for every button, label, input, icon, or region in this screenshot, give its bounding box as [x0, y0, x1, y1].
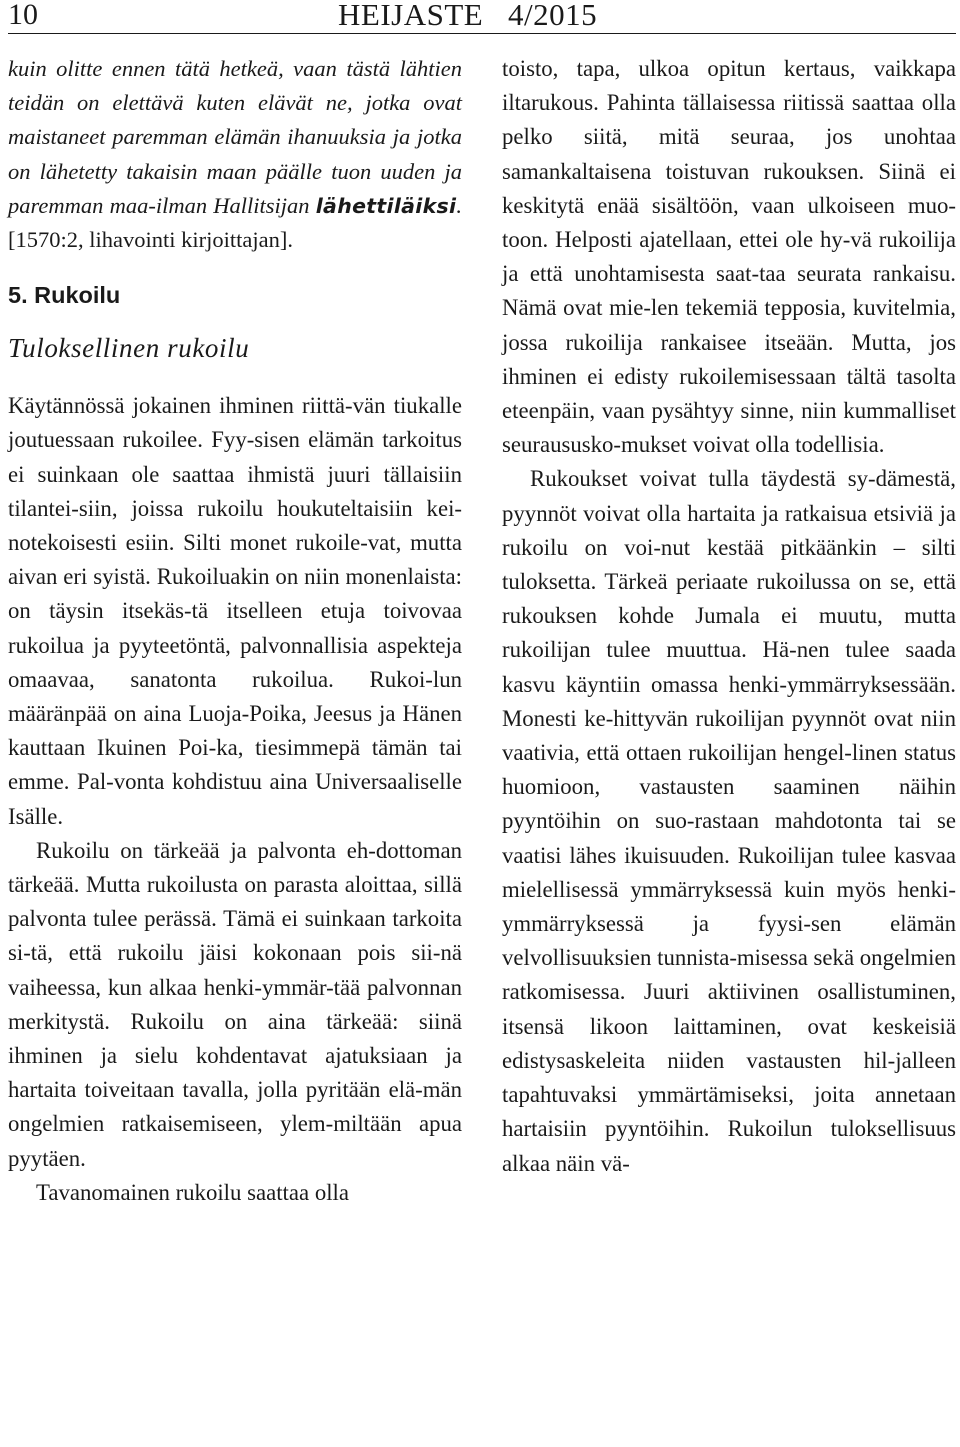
- body-paragraph: Rukoilu on tärkeää ja palvonta eh-dottoman tärkeää. Mutta rukoilusta on parasta aloittaa, sillä palvonta tulee perässä. Tämä ei suinkaan tarkoita si-tä, että rukoilu jäisi kokonaan pois sii-nä vaiheessa, kun alkaa henki-ymmär-tää palvonnan merkitystä. Rukoilu on aina tärkeää: siinä ihminen ja sielu kohdentavat ajatuksiaan ja hartaita toiveitaan tavalla, jolla pyritään elä-män ongelmien ratkaisemiseen, ylem-miltään apua pyytäen.: [8, 837, 462, 1171]
- body-paragraph: Tavanomainen rukoilu saattaa olla: [36, 1179, 350, 1205]
- quote-emphasis: lähettiläiksi: [315, 193, 457, 218]
- body-paragraph: toisto, tapa, ulkoa opitun kertaus, vaikkapa iltarukous. Pahinta tällaisessa riitissä saattaa olla pelko siitä, mitä seuraa, jos unohtaa samankaltaisena toistuvan rukouksen. Siinä ei keskitytä enää sisältöön, vaan ulkoiseen muo-toon. Helposti ajatellaan, ettei ole hy-vä rukoilija ja että unohtamisesta saat-taa seurata rankaisu. Nämä ovat mie-len tekemiä tepposia, kuvitelmia, jossa rukoilija rankaisee itseään. Mutta, jos ihminen ei edisty rukoilemisessaan tältä tasolta eteenpäin, vaan pysähtyy sinne, niin kummalliset seuraususko-mukset voivat olla todellisia.: [502, 56, 956, 458]
- citation: [1570:2, lihavointi kirjoittajan].: [8, 227, 293, 253]
- page-header: [0, 0, 960, 34]
- quote-block: [8, 52, 462, 257]
- body-paragraph: Rukoukset voivat tulla täydestä sy-dämestä, pyynnöt voivat olla hartaita ja ratkaisua etsiviä ja rukoilu on voi-nut kestää pitkäänkin – silti tuloksetta. Tärkeä periaate rukoilussa on se, että rukouksen kohde Jumala ei muutu, mutta rukoilijan tulee muuttua. Hä-nen tulee saada kasvu käyntiin omassa henki-ymmärryksessään. Monesti ke-hittyvän rukoilijan pyynnöt ovat niin vaativia, että ottaen rukoilijan hengel-linen status huomioon, vastausten saaminen näihin pyyntöihin on suo-rastaan mahdotonta tai se vaatisi lähes ikuisuuden. Rukoilijan tulee kasvaa mielellisessä ymmärryksessä kuin myös henki-ymmärryksessä ja fyysi-sen elämän velvollisuuksien tunnista-misessa sekä ongelmien ratkomisessa. Juuri aktiivinen osallistuminen, itsensä likoon laittaminen, ovat keskeisiä edistysaskeleita niiden vastausten hil-jalleen tapahtuvaksi ymmärtämiseksi, joita annetaan hartaisiin pyyntöihin. Rukoilun tuloksellisuus alkaa näin vä-: [502, 466, 956, 1176]
- quote-end: .: [456, 192, 462, 218]
- right-column: [502, 52, 956, 1181]
- header-rule: [8, 33, 956, 34]
- left-column: [8, 52, 462, 1210]
- body-paragraph: Käytännössä jokainen ihminen riittä-vän tiukalle joutuessaan rukoilee. Fyy-sisen elämän tarkoitus ei suinkaan ole saattaa ihmistä juuri tällaisiin tilantei-siin, joissa rukoilu houkuteltaisiin kei-notekoisesti esiin. Silti monet rukoile-vat, mutta aivan eri syistä. Rukoiluakin on niin monenlaista: on täysin itsekäs-tä itselleen etuja toivovaa rukoilua ja pyyteetöntä, palvonnallisia aspekteja omaavaa, sanatonta rukoilua. Rukoi-lun määränpää on aina Luoja-Poika, Jeesus ja Hänen kauttaan Ikuinen Poi-ka, tiesimmepä tämän tai emme. Pal-vonta kohdistuu aina Universaaliselle Isälle.: [8, 393, 462, 829]
- quote-text: kuin olitte ennen tätä hetkeä, vaan tästä lähtien teidän on elettävä kuten elävät ne, jotka ovat maistaneet paremman elämän ihanuuksia ja jotka on lähetetty takaisin maan päälle tuon uuden ja paremman maa-ilman Hallitsijan: [8, 56, 462, 218]
- page-number: 10: [8, 0, 38, 31]
- magazine-title: [338, 0, 597, 32]
- magazine-name: HEIJASTE: [338, 0, 484, 32]
- issue-number: 4/2015: [507, 0, 598, 32]
- subsection-heading: Tuloksellinen rukoilu: [8, 333, 250, 364]
- section-heading: 5. Rukoilu: [8, 282, 121, 309]
